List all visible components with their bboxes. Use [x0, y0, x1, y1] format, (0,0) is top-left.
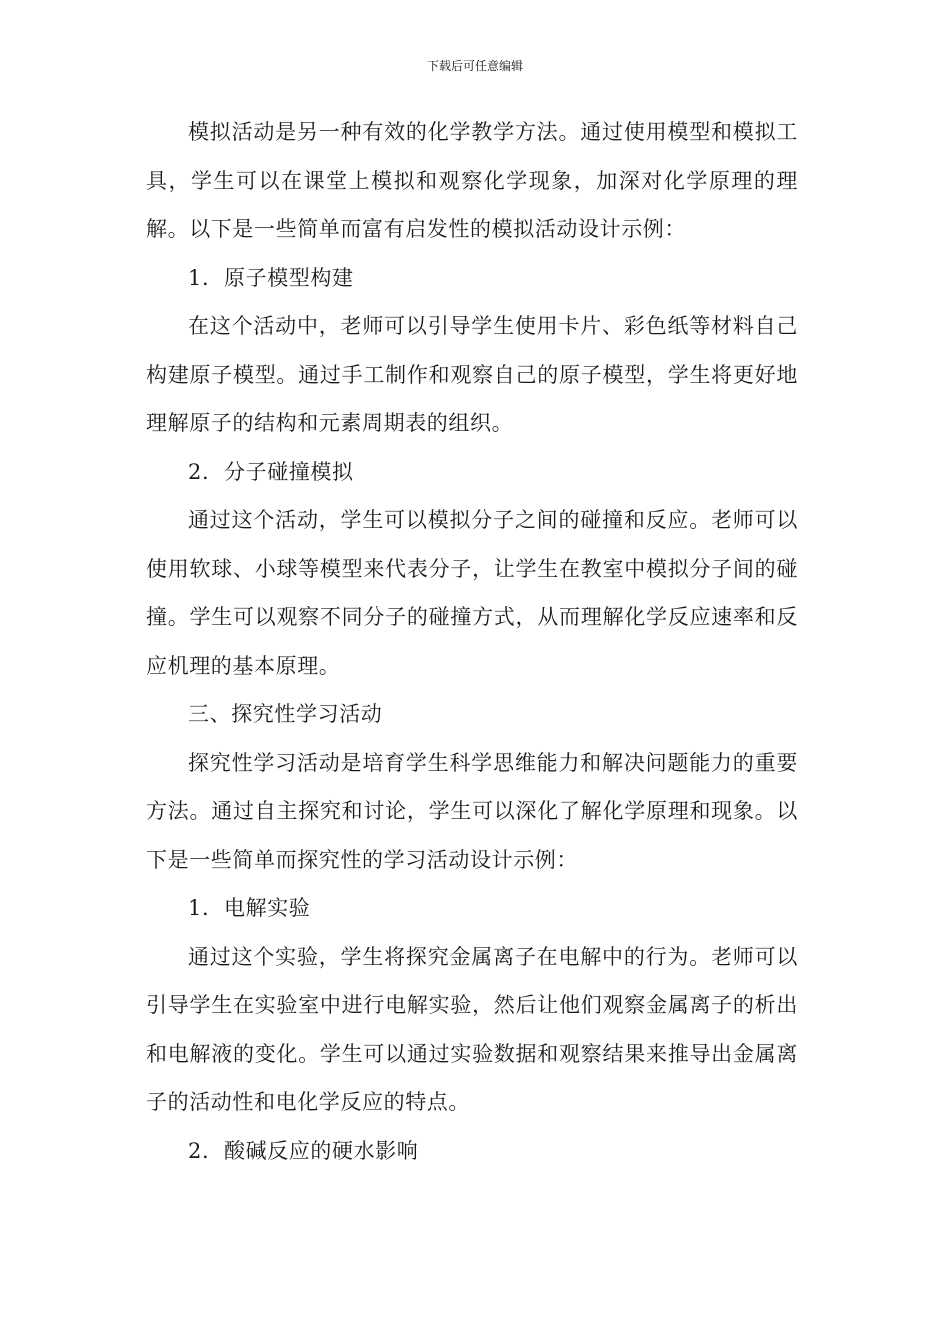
heading-molecule-collision: [146, 448, 798, 497]
heading-electrolysis: [146, 884, 798, 933]
paragraph-electrolysis: 通过这个实验，学生将探究金属离子在电解中的行为。老师可以引导学生在实验室中进行电解实验，然后让他们观察金属离子的析出和电解液的变化。学生可以通过实验数据和观察结果来推导出金属离子的活动性和电化学反应的特点。: [146, 944, 798, 1114]
list-number: 2.: [188, 1138, 210, 1163]
paragraph-atom-model: 在这个活动中，老师可以引导学生使用卡片、彩色纸等材料自己构建原子模型。通过手工制作和观察自己的原子模型，学生将更好地理解原子的结构和元素周期表的组织。: [146, 314, 798, 435]
paragraph-simulation-intro: 模拟活动是另一种有效的化学教学方法。通过使用模型和模拟工具，学生可以在课堂上模拟和观察化学现象，加深对化学原理的理解。以下是一些简单而富有启发性的模拟活动设计示例：: [146, 120, 798, 241]
section-heading-inquiry: 三、探究性学习活动: [188, 702, 383, 726]
heading-text: 分子碰撞模拟: [224, 459, 354, 484]
paragraph-inquiry-intro: 探究性学习活动是培育学生科学思维能力和解决问题能力的重要方法。通过自主探究和讨论，学生可以深化了解化学原理和现象。以下是一些简单而探究性的学习活动设计示例：: [146, 750, 798, 872]
heading-text: 原子模型构建: [224, 265, 354, 290]
list-number: 2.: [188, 459, 210, 484]
heading-text: 酸碱反应的硬水影响: [224, 1138, 419, 1163]
paragraph-molecule-collision: 通过这个活动，学生可以模拟分子之间的碰撞和反应。老师可以使用软球、小球等模型来代表分子，让学生在教室中模拟分子间的碰撞。学生可以观察不同分子的碰撞方式，从而理解化学反应速率和反应机理的基本原理。: [146, 508, 798, 678]
heading-text: 电解实验: [224, 896, 311, 920]
heading-hard-water: [146, 1127, 798, 1176]
list-number: 1.: [188, 265, 210, 290]
heading-atom-model: [146, 254, 798, 303]
document-body: [146, 108, 798, 1175]
page-header: 下载后可任意编辑: [426, 59, 523, 73]
list-number: 1.: [188, 896, 210, 920]
